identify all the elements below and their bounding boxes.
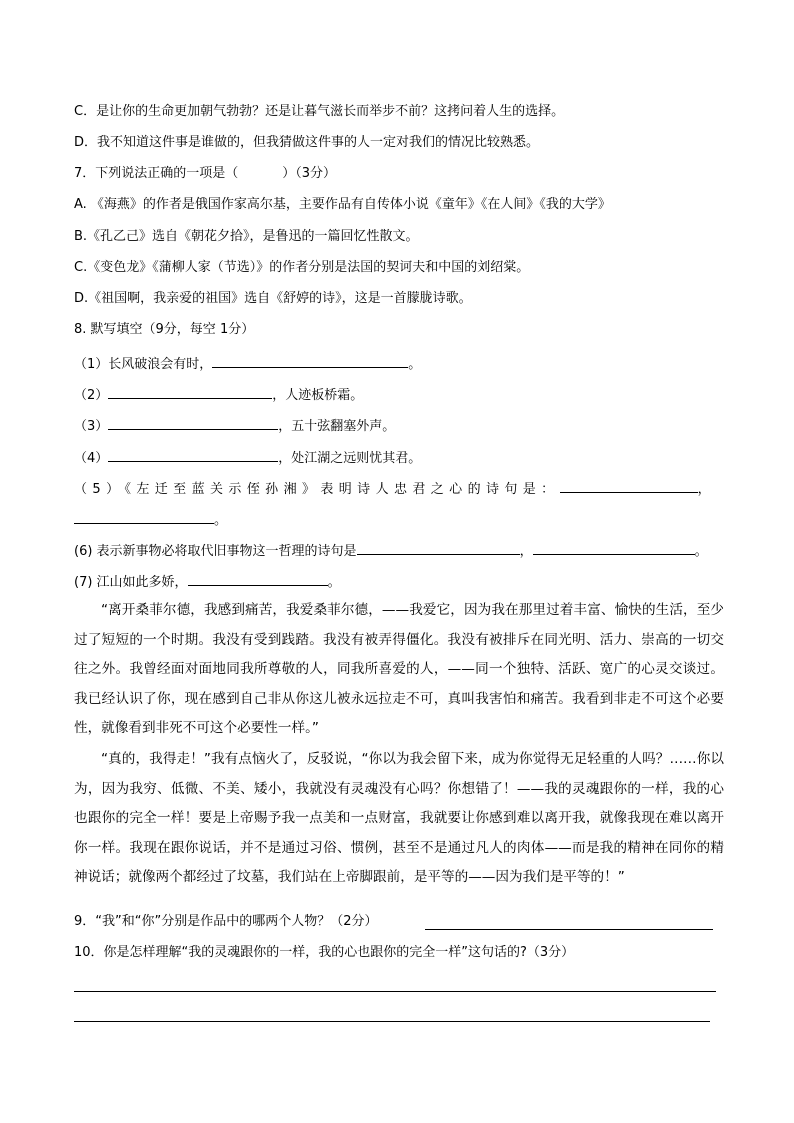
q8-5-comma: ，: [697, 482, 716, 497]
q8-4-text: （4）: [74, 451, 109, 466]
q8-4-blank[interactable]: [108, 448, 278, 462]
q8-1-text: （1）长风破浪会有时，: [74, 357, 213, 372]
q8-item-5-cont: [74, 510, 227, 529]
q8-item-3: [74, 416, 395, 435]
q10-answer-line-1[interactable]: [74, 991, 716, 992]
q7-option-c: C.《变色龙》《蒲柳人家（节选）》的作者分别是法国的契诃夫和中国的刘绍棠。: [74, 260, 530, 275]
q8-item-2: [74, 385, 363, 404]
q8-item-1: [74, 354, 421, 373]
q8-2-text: （2）: [74, 388, 109, 403]
q7-stem-pre: 7．下列说法正确的一项是（: [74, 166, 239, 181]
q8-item-5: [74, 479, 716, 498]
q8-5-blank-a[interactable]: [560, 479, 698, 493]
q8-3-text: （3）: [74, 419, 109, 434]
passage-paragraph-1: “离开桑菲尔德，我感到痛苦，我爱桑菲尔德，——我爱它，因为我在那里过着丰富、愉快的生活，至少过了短短的一个时期。我没有受到践踏。我没有被弄得僵化。我没有被排斥在同光明、活力、崇高的一切交往之外。我曾经面对面地同我所尊敬的人，同我所喜爱的人，——同一个独特、活跃、宽广的心灵交谈过。我已经认识了你，现在感到自己非从你这儿被永远拉走不可，真叫我害怕和痛苦。我看到非走不可这个必要性，就像看到非死不可这个必要性一样。”: [74, 602, 724, 736]
q8-3-blank[interactable]: [108, 416, 278, 430]
q9-answer-line[interactable]: [425, 929, 713, 930]
question-8-title: 8. 默写填空（9分，每空 1分）: [74, 322, 255, 337]
q8-6-end: 。: [694, 544, 708, 559]
q8-6-blank-a[interactable]: [357, 541, 520, 555]
q8-6-text: (6) 表示新事物必将取代旧事物这一哲理的诗句是: [74, 544, 357, 559]
q8-item-4: [74, 448, 421, 467]
q7-option-d: D.《祖国啊，我亲爱的祖国》选自《舒婷的诗》，这是一首朦胧诗歌。: [74, 291, 472, 306]
option-c-prev: C．是让你的生命更加朝气勃勃？还是让暮气滋长而举步不前？这拷问着人生的选择。: [74, 104, 565, 119]
q8-6-blank-b[interactable]: [533, 541, 695, 555]
q10-answer-line-2[interactable]: [74, 1021, 710, 1022]
q8-item-6: [74, 541, 708, 560]
q7-option-a: A. 《海燕》的作者是俄国作家高尔基，主要作品有自传体小说《童年》《在人间》《我的大学》: [74, 197, 611, 212]
q8-1-end: 。: [408, 357, 422, 372]
q8-6-comma: ，: [519, 544, 533, 559]
q8-5-end: 。: [214, 513, 228, 528]
q7-option-b: B.《孔乙己》选自《朝花夕拾》，是鲁迅的一篇回忆性散文。: [74, 229, 419, 244]
passage-paragraph-2: “真的，我得走！”我有点恼火了，反驳说，“你以为我会留下来，成为你觉得无足轻重的人吗？……你以为，因为我穷、低微、不美、矮小，我就没有灵魂没有心吗？你想错了！——我的灵魂跟你的一样，我的心也跟你的完全一样！要是上帝赐予我一点美和一点财富，我就要让你感到难以离开我，就像我现在难以离开你一样。我现在跟你说话，并不是通过习俗、惯例，甚至不是通过凡人的肉体——而是我的精神在同你的精神说话；就像两个都经过了坟墓，我们站在上帝脚跟前，是平等的——因为我们是平等的！”: [74, 751, 724, 885]
question-10-stem: 10．你是怎样理解“我的灵魂跟你的一样，我的心也跟你的完全一样”这句话的?（3分）: [74, 945, 575, 960]
q8-item-7: [74, 572, 341, 591]
q8-1-blank[interactable]: [212, 354, 408, 368]
question-9-stem: 9．“我”和“你”分别是作品中的哪两个人物？（2分）: [74, 914, 378, 929]
q8-5-text: （5）《左迁至蓝关示侄孙湘》表明诗人忠君之心的诗句是：: [74, 482, 560, 497]
q8-3-end: ，五十弦翻塞外声。: [278, 419, 396, 434]
q8-7-blank[interactable]: [188, 572, 328, 586]
q8-7-text: (7) 江山如此多娇，: [74, 575, 188, 590]
question-7-stem: [74, 166, 336, 182]
q7-stem-post: ）（3分）: [282, 166, 337, 181]
q8-5-blank-b[interactable]: [74, 510, 214, 524]
q8-2-end: ，人迹板桥霜。: [272, 388, 364, 403]
q8-4-end: ，处江湖之远则忧其君。: [278, 451, 422, 466]
option-d-prev: D．我不知道这件事是谁做的，但我猜做这件事的人一定对我们的情况比较熟悉。: [74, 135, 540, 150]
q8-2-blank[interactable]: [108, 385, 272, 399]
q8-7-end: 。: [327, 575, 341, 590]
